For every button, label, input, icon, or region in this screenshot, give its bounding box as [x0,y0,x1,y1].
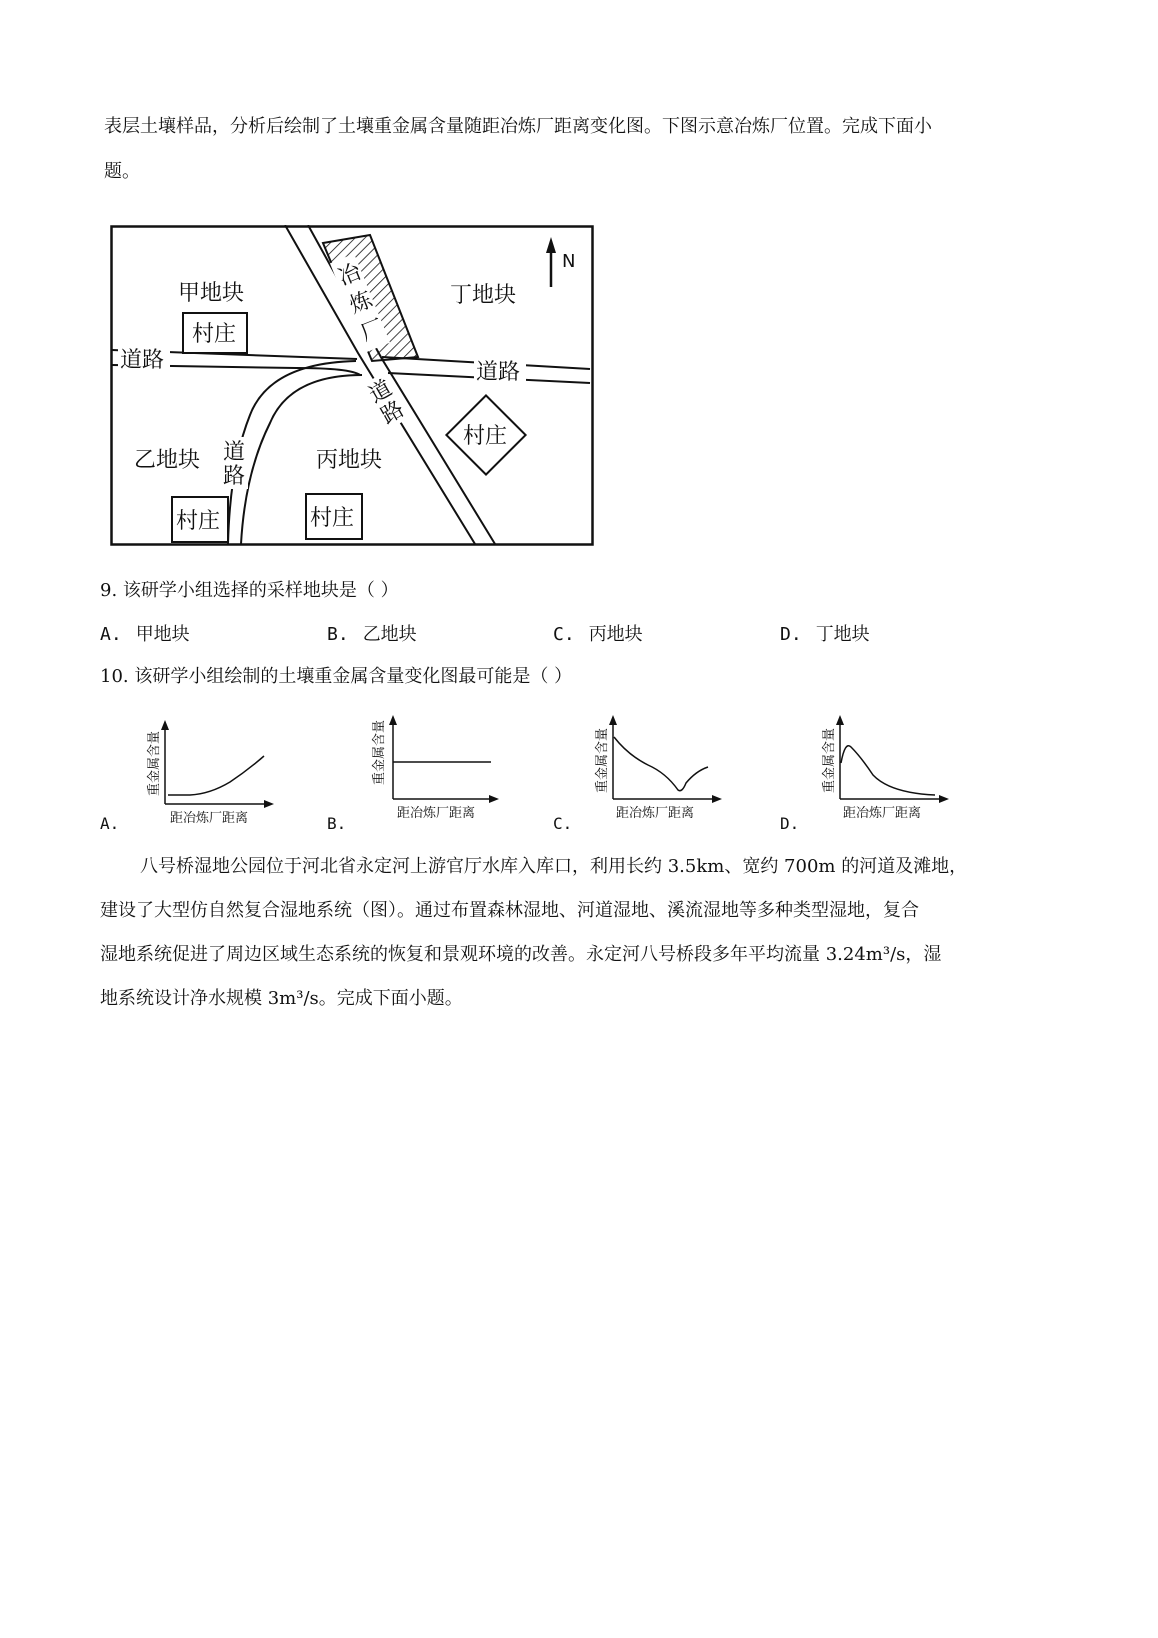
chart-a-series-line [168,756,264,795]
q9-stem: 9. 该研学小组选择的采样地块是（ ） [100,580,399,601]
village-ding-label: 村庄 [463,424,508,449]
chart-a-x-arrow-icon [264,800,274,808]
road-label-diag-2: 路 [376,396,409,430]
smelter-char-1: 冶 [334,259,365,291]
chart-c-xlabel: 距冶炼厂距离 [616,806,695,821]
q9-option-a-letter: A. [100,624,122,645]
q10-option-d-letter[interactable]: D. [780,814,800,833]
intro-line-1: 表层土壤样品，分析后绘制了土壤重金属含量随距冶炼厂距离变化图。下图示意冶炼厂位置。完成下面小 [104,116,932,137]
q9-option-b-text: 乙地块 [362,624,417,645]
village-jia-label: 村庄 [192,322,237,347]
q9-option-d[interactable] [780,620,870,646]
q9-option-a-text: 甲地块 [135,624,190,645]
passage-line-3: 湿地系统促进了周边区域生态系统的恢复和景观环境的改善。永定河八号桥段多年平均流量 3.24m³/s，湿 [100,944,942,965]
chart-c-y-arrow-icon [609,715,617,725]
road-label-diag-1: 道 [364,375,397,409]
q9-option-c[interactable] [553,620,643,646]
q9-option-b-letter: B. [327,624,349,645]
chart-d [815,713,955,823]
q10-option-b-letter[interactable]: B. [327,814,347,833]
chart-d-x-arrow-icon [939,795,949,803]
chart-c-series-line [614,737,708,791]
q9-option-d-text: 丁地块 [815,624,870,645]
chart-b-ylabel: 重金属含量 [372,719,387,785]
chart-d-y-arrow-icon [836,715,844,725]
passage-line-2: 建设了大型仿自然复合湿地系统（图）。通过布置森林湿地、河道湿地、溪流湿地等多种类型湿地，复合 [100,900,919,921]
passage-line-1: 八号桥湿地公园位于河北省永定河上游官厅水库入库口，利用长约 3.5km、宽约 700m 的河道及滩地， [140,856,968,877]
q9-option-d-letter: D. [780,624,802,645]
village-bing-label: 村庄 [310,506,355,531]
block-jia-label: 甲地块 [178,281,245,306]
road-label-west: 道路 [120,348,165,373]
chart-c-x-arrow-icon [712,795,722,803]
chart-a-xlabel: 距冶炼厂距离 [170,811,249,826]
q9-option-a[interactable] [100,620,190,646]
chart-b-xlabel: 距冶炼厂距离 [397,806,476,821]
passage-line-4: 地系统设计净水规模 3m³/s。完成下面小题。 [100,988,463,1009]
chart-b-x-arrow-icon [489,795,499,803]
block-ding-label: 丁地块 [450,283,517,308]
q9-option-b[interactable] [327,620,417,646]
q9-option-c-text: 丙地块 [588,624,643,645]
chart-a-ylabel: 重金属含量 [147,730,162,796]
smelter-location-map [110,225,595,550]
road-label-south-2: 路 [223,464,246,489]
smelter-char-2: 炼 [346,287,377,319]
q10-stem: 10. 该研学小组绘制的土壤重金属含量变化图最可能是（ ） [100,666,573,687]
smelter-char-3: 厂 [357,315,388,347]
q10-option-a-letter[interactable]: A. [100,814,120,833]
chart-d-xlabel: 距冶炼厂距离 [843,806,922,821]
chart-c-ylabel: 重金属含量 [595,727,610,793]
road-label-east: 道路 [476,360,521,385]
chart-a-y-arrow-icon [161,720,169,730]
q10-option-c-letter[interactable]: C. [553,814,573,833]
chart-b-y-arrow-icon [389,715,397,725]
block-yi-label: 乙地块 [134,448,201,473]
intro-line-2: 题。 [104,161,140,182]
village-yi-label: 村庄 [176,509,221,534]
chart-d-ylabel: 重金属含量 [822,727,837,793]
q9-option-c-letter: C. [553,624,575,645]
chart-c [588,713,728,823]
block-bing-label: 丙地块 [316,448,383,473]
chart-a [140,718,280,828]
chart-d-series-line [841,746,935,795]
chart-b [365,713,505,823]
north-label: N [562,251,576,272]
road-label-south-1: 道 [223,440,246,465]
